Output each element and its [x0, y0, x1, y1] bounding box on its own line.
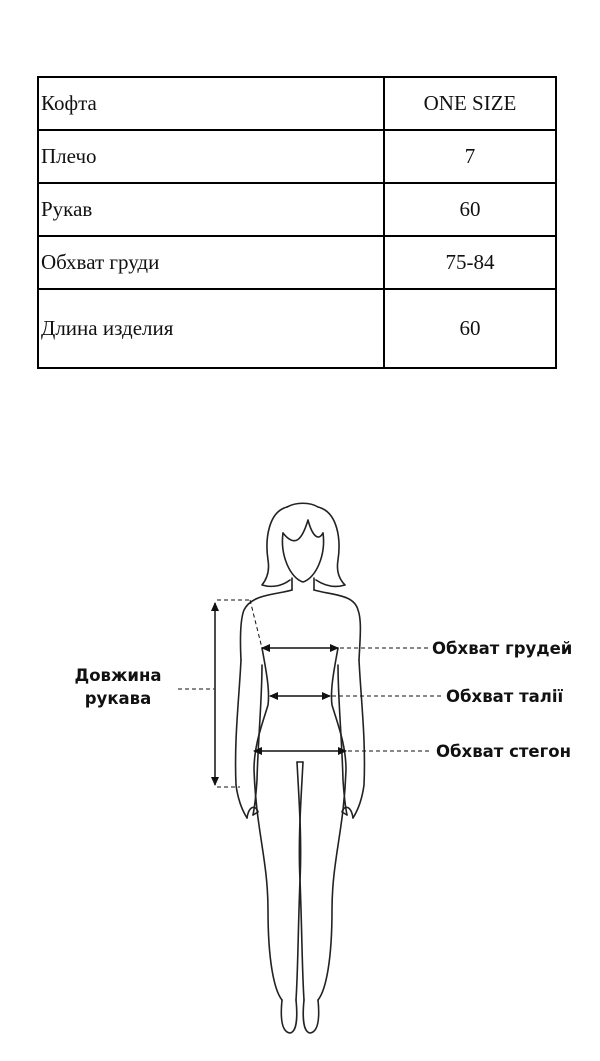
sleeve-length-label-line2: рукава — [84, 689, 152, 708]
body-outline-icon — [236, 503, 365, 1033]
table-row — [38, 183, 556, 236]
measurement-diagram — [0, 490, 600, 1050]
sleeve-length-label-line1: Довжина — [74, 666, 162, 685]
waist-label: Обхват талії — [446, 687, 564, 706]
table-row — [38, 77, 556, 130]
table-row — [38, 236, 556, 289]
size-table — [37, 76, 557, 369]
table-row — [38, 130, 556, 183]
param-cell: Плечо — [38, 130, 384, 183]
param-cell: Рукав — [38, 183, 384, 236]
value-cell: 75-84 — [384, 236, 556, 289]
table-row — [38, 289, 556, 368]
param-cell: Длина изделия — [38, 289, 384, 368]
chest-label: Обхват грудей — [432, 639, 573, 658]
value-cell: 60 — [384, 289, 556, 368]
value-cell: 60 — [384, 183, 556, 236]
param-cell: Обхват груди — [38, 236, 384, 289]
value-cell: ONE SIZE — [384, 77, 556, 130]
hips-label: Обхват стегон — [436, 742, 571, 761]
sleeve-length-marker — [178, 600, 262, 787]
value-cell: 7 — [384, 130, 556, 183]
param-cell: Кофта — [38, 77, 384, 130]
